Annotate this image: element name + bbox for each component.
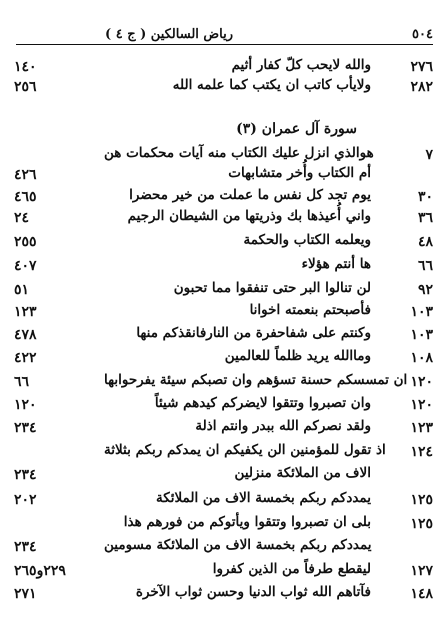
page-ref: ٤٢٢: [14, 350, 37, 366]
page-ref: ٢٠٢: [14, 492, 37, 508]
page-ref: ٤٦٥: [14, 189, 37, 205]
page-ref: ٤٠٧: [14, 258, 37, 274]
verse-text: أم الكتاب وأُخر متشابهات: [228, 165, 371, 181]
page-number: ٥٠٤: [412, 27, 433, 42]
page-ref: ٤٢٦: [14, 167, 37, 183]
verse-number: ٩٢: [417, 282, 433, 298]
verse-text: فآتاهم الله ثواب الدنيا وحسن ثواب الآخرة: [135, 584, 371, 600]
index-row: [14, 372, 433, 396]
verse-text: وكنتم على شفاحفرة من النارفانقذكم منها: [136, 325, 371, 341]
verse-text: ويعلمه الكتاب والحكمة: [243, 232, 371, 248]
running-title: رياض السالكين ( ج ٤ ): [105, 27, 233, 42]
page-ref: ٢٥٥: [14, 234, 37, 250]
header-rule: [16, 44, 433, 45]
index-row: [14, 395, 433, 419]
verse-text: ليقطع طرفاً من الذين كفروا: [212, 561, 371, 577]
verse-number: ١٠٨: [410, 350, 433, 366]
verse-text: يمددكم ربكم بخمسة الاف من الملائكة: [156, 490, 371, 506]
verse-number: ٧: [425, 147, 433, 163]
page-ref: ٢٢٩و٢٦٥: [14, 563, 66, 579]
verse-text: ولقد نصركم الله ببدر وانتم اذلة: [195, 418, 371, 434]
index-row: [14, 280, 433, 304]
verse-number: ٣٠: [417, 189, 433, 205]
page-ref: ١٢٠: [14, 397, 37, 413]
verse-text: ان تمسسكم حسنة تسؤهم وان تصبكم سيئة يفرحوابها: [104, 372, 408, 388]
page-ref: ٢٧١: [14, 586, 37, 602]
verse-number: ٤٨: [417, 234, 433, 250]
verse-number: ٦٦: [417, 258, 433, 274]
verse-text: هوالذي انزل عليك الكتاب منه آيات محكمات هن: [104, 145, 374, 161]
verse-text: يوم تجد كل نفس ما عملت من خير محضرا: [129, 187, 371, 203]
page-ref: ٢٥٦: [14, 79, 37, 95]
verse-text: بلى ان تصبروا وتتقوا ويأتوكم من فورهم هذا: [123, 514, 371, 530]
verse-number: ١٠٣: [410, 304, 433, 320]
verse-text: وماالله يريد ظلماً للعالمين: [224, 348, 371, 364]
verse-text: والله لايحب كلّ كفار أثيم: [231, 57, 371, 73]
verse-text: ها أنتم هؤلاء: [301, 256, 371, 272]
index-row: [14, 256, 433, 280]
verse-number: ١٢٧: [410, 563, 433, 579]
verse-text: فأصبحتم بنعمته اخوانا: [249, 302, 371, 318]
index-row: [14, 348, 433, 372]
verse-number: ١٢٥: [410, 516, 433, 532]
verse-number: ٣٦: [417, 210, 433, 226]
verse-number: ١٢٠: [410, 397, 433, 413]
verse-number: ١٢٣: [410, 420, 433, 436]
page-header: [16, 26, 433, 46]
page-ref: ١٢٣: [14, 304, 37, 320]
page-ref: ٥١: [14, 282, 30, 298]
verse-text: وان تصبروا وتتقوا لايضركم كيدهم شيئاً: [154, 395, 371, 411]
index-row: [14, 465, 433, 489]
index-row: [14, 165, 433, 189]
index-row: [14, 232, 433, 256]
verse-text: ولايأب كاتب ان يكتب كما علمه الله: [172, 77, 371, 93]
index-row: [14, 442, 433, 466]
index-row: [14, 325, 433, 349]
page-ref: ٤٧٨: [14, 327, 37, 343]
verse-number: ٢٧٦: [410, 59, 433, 75]
page-ref: ٦٦: [14, 374, 30, 390]
surah-heading: (٣) سورة آل عمران: [236, 121, 357, 137]
index-row: [14, 584, 433, 608]
index-row: [14, 490, 433, 514]
page-ref: ٢٣٤: [14, 420, 37, 436]
verse-text: لن تنالوا البر حتى تنفقوا مما تحبون: [173, 280, 371, 296]
verse-text: واني أُعيذها بك وذريتها من الشيطان الرجيم: [127, 208, 371, 224]
verse-number: ٢٨٢: [410, 79, 433, 95]
verse-number: ١٢٠: [410, 374, 433, 390]
index-row: [14, 77, 433, 101]
verse-number: ١٢٤: [410, 444, 433, 460]
index-row: [14, 208, 433, 232]
page-ref: ٢٤: [14, 210, 30, 226]
index-row: [14, 302, 433, 326]
page-ref: ٢٣٤: [14, 539, 37, 555]
verse-number: ١٢٥: [410, 492, 433, 508]
index-row: [14, 514, 433, 538]
verse-text: الاف من الملائكة منزلين: [234, 465, 371, 481]
verse-number: ١٤٨: [410, 586, 433, 602]
verse-number: ١٠٣: [410, 327, 433, 343]
index-row: [14, 418, 433, 442]
index-row: [14, 561, 433, 585]
index-row: [14, 537, 433, 561]
page-ref: ١٤٠: [14, 59, 37, 75]
verse-text: يمددكم ربكم بخمسة الاف من الملائكة مسومين: [104, 537, 372, 553]
verse-text: اذ تقول للمؤمنين الن يكفيكم ان يمدكم ربكم بثلاثة: [104, 442, 386, 458]
page-ref: ٢٣٤: [14, 467, 37, 483]
